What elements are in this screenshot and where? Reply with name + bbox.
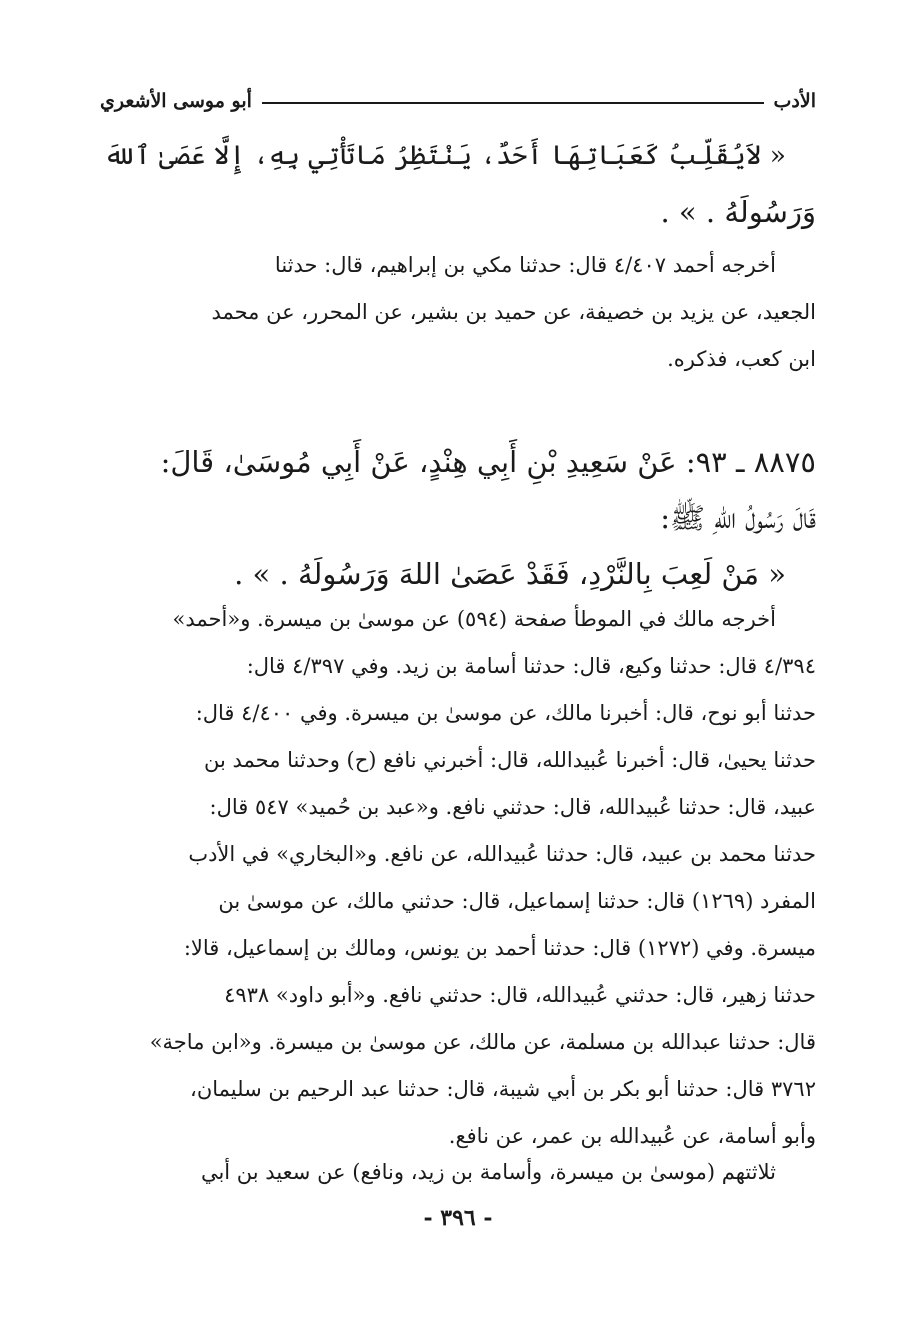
text-line: وَرَسُولَهُ . » . bbox=[660, 195, 816, 229]
text-line: حدثنا زهير، قال: حدثني عُبيدالله، قال: حدثني نافع. و«أبو داود» ٤٩٣٨ bbox=[224, 983, 816, 1007]
hadith-matn-line: « مَنْ لَعِبَ بِالنَّرْدِ، فَقَدْ عَصَىٰ اللهَ وَرَسُولَهُ . » . bbox=[234, 557, 786, 591]
text-line: ميسرة. وفي (١٢٧٢) قال: حدثنا أحمد بن يونس، ومالك بن إسماعيل، قالا: bbox=[183, 936, 816, 960]
text-line: حدثنا أبو نوح، قال: أخبرنا مالك، عن موسىٰ بن ميسرة. وفي ٤/٤٠٠ قال: bbox=[195, 701, 816, 725]
companion-title: أبو موسى الأشعري bbox=[100, 90, 252, 112]
text-line: أخرجه مالك في الموطأ صفحة (٥٩٤) عن موسىٰ بن ميسرة. و«أحمد» bbox=[172, 607, 776, 631]
page-number: - ٣٩٦ - bbox=[423, 1205, 493, 1231]
text-line: المفرد (١٢٦٩) قال: حدثنا إسماعيل، قال: حدثني مالك، عن موسىٰ بن bbox=[218, 889, 816, 913]
text-line: حدثنا محمد بن عبيد، قال: حدثنا عُبيدالله، عن نافع. و«البخاري» في الأدب bbox=[188, 842, 816, 866]
text-line: الجعيد، عن يزيد بن خصيفة، عن حميد بن بشير، عن المحرر، عن محمد bbox=[211, 300, 816, 324]
text-line: عبيد، قال: حدثنا عُبيدالله، قال: حدثني نافع. و«عبد بن حُميد» ٥٤٧ قال: bbox=[209, 795, 816, 819]
book-page bbox=[100, 0, 816, 1343]
takhrij-continuation bbox=[100, 1149, 816, 1196]
header-rule bbox=[262, 102, 764, 104]
running-header bbox=[100, 84, 816, 118]
hadith-isnad-line: قَالَ رَسُولُ اللهِ ﷺ: bbox=[660, 501, 816, 535]
text-line: ابن كعب، فذكره. bbox=[667, 347, 816, 371]
hadith-8875 bbox=[100, 434, 816, 602]
text-line: وأبو أسامة، عن عُبيدالله بن عمر، عن نافع. bbox=[448, 1124, 816, 1148]
previous-hadith-ending bbox=[100, 128, 816, 240]
hadith-isnad-line: ٨٨٧٥ ـ ٩٣: عَنْ سَعِيدِ بْنِ أَبِي هِنْدٍ، عَنْ أَبِي مُوسَىٰ، قَالَ: bbox=[160, 445, 816, 479]
text-line: قال: حدثنا عبدالله بن مسلمة، عن مالك، عن موسىٰ بن ميسرة. و«ابن ماجة» bbox=[149, 1030, 816, 1054]
previous-takhrij bbox=[100, 242, 816, 383]
text-line: « لاَيُقَلِّبُ كَعَبَاتِهَا أَحَدٌ، يَنْتَظِرُ مَاتَأْتِي بِهِ، إِلَّا عَصَىٰ ٱللهَ bbox=[103, 140, 786, 171]
text-line: ٤/٣٩٤ قال: حدثنا وكيع، قال: حدثنا أسامة بن زيد. وفي ٤/٣٩٧ قال: bbox=[246, 654, 816, 678]
text-line: ٣٧٦٢ قال: حدثنا أبو بكر بن أبي شيبة، قال: حدثنا عبد الرحيم بن سليمان، bbox=[190, 1077, 816, 1101]
takhrij-8875 bbox=[100, 596, 816, 1160]
text-line: حدثنا يحيىٰ، قال: أخبرنا عُبيدالله، قال: أخبرني نافع (ح) وحدثنا محمد بن bbox=[203, 748, 816, 772]
text-line: ثلاثتهم (موسىٰ بن ميسرة، وأسامة بن زيد، ونافع) عن سعيد بن أبي bbox=[200, 1160, 776, 1184]
chapter-title: الأدب bbox=[773, 90, 816, 112]
text-line: أخرجه أحمد ٤/٤٠٧ قال: حدثنا مكي بن إبراهيم، قال: حدثنا bbox=[274, 253, 776, 277]
